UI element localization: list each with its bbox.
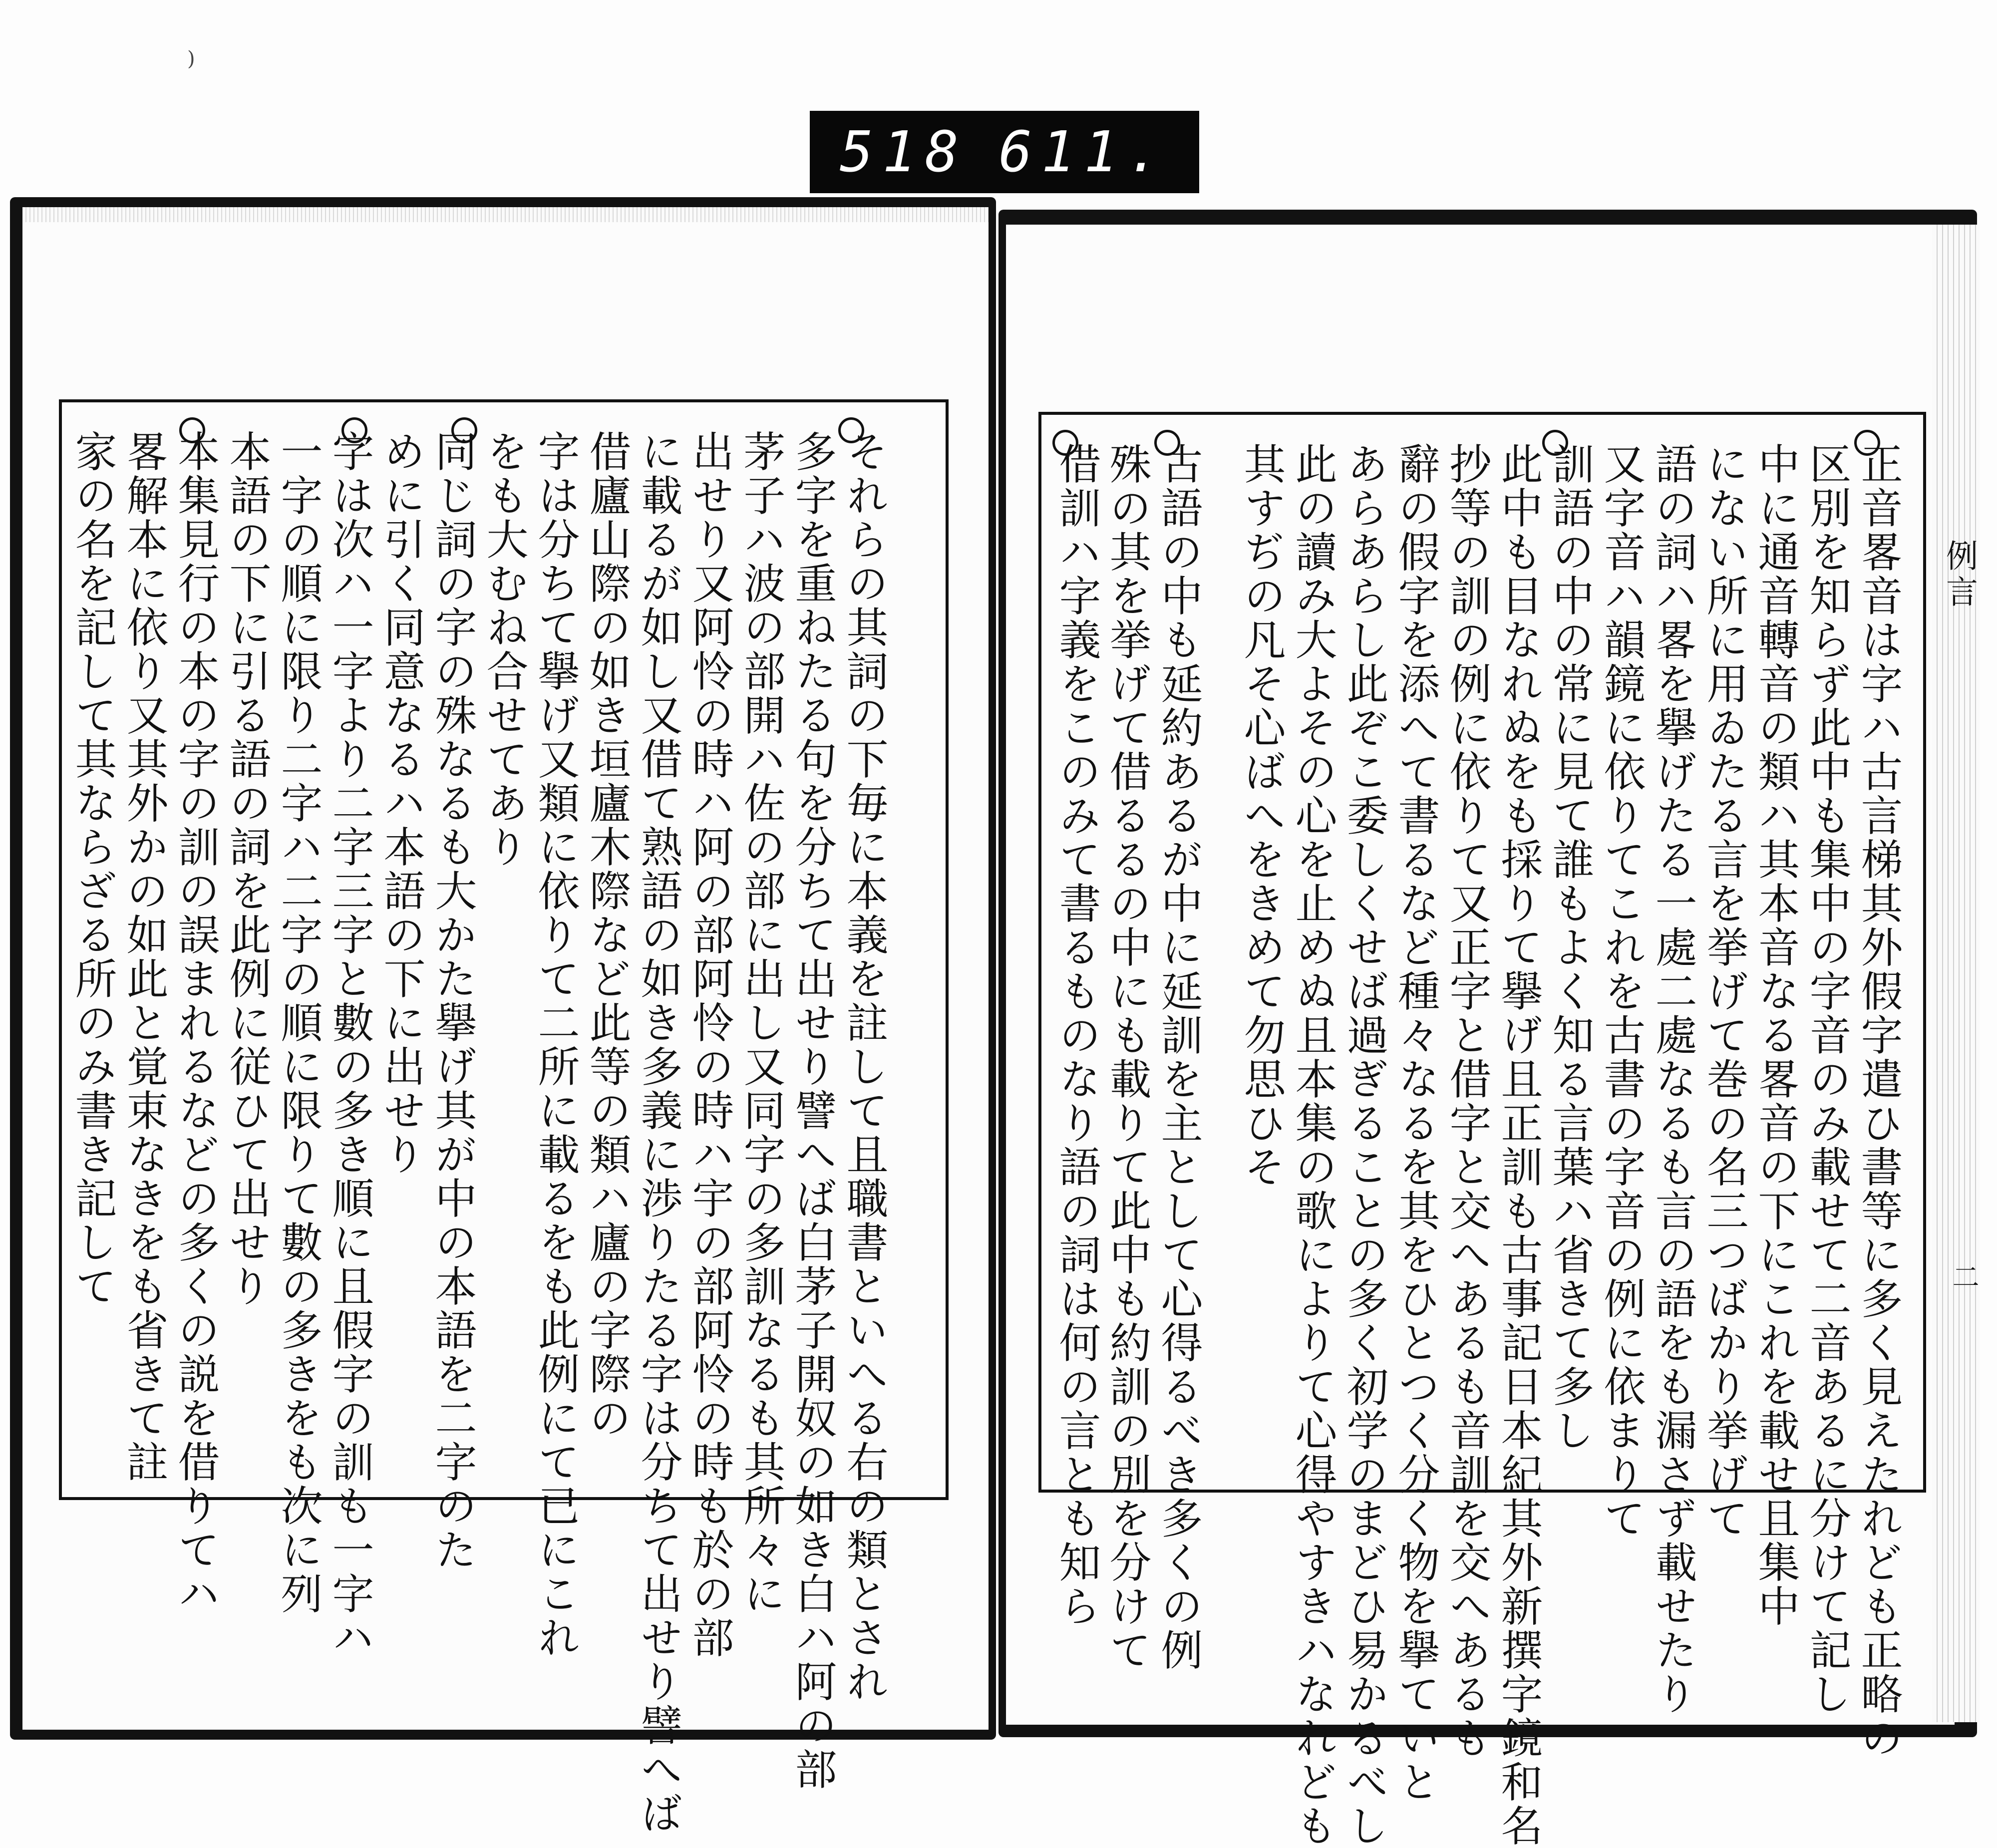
text-column: 同じ詞の字の殊なるも大かた擧げ其が中の本語を二字のた <box>428 430 477 1572</box>
text-column: 字は分ちて擧げ又類に依りて二所に載るをも此例にて已にこれ <box>531 430 580 1660</box>
text-column: 古語の中も延約あるが中に延訓を主として心得るべき多くの例 <box>1154 442 1203 1672</box>
text-column: 訓語の中の常に見て誰もよく知る言葉ハ省きて多し <box>1546 442 1595 1453</box>
page-number: 二 <box>1948 1263 1980 1290</box>
text-column: 此の讀み大よその心を止めぬ且本集の歌によりて心得やすきハなれども <box>1289 442 1337 1848</box>
text-column: をも大むね合せてあり <box>480 430 529 869</box>
text-column: 其すぢの凡そ心ばへをきめて勿思ひそ <box>1237 442 1286 1189</box>
catalog-number-right: 611. <box>998 119 1169 185</box>
text-column: 借訓ハ字義をこのみて書るものなり語の詞は何の言とも知ら <box>1052 442 1101 1628</box>
text-column: にない所に用ゐたる言を挙げて巻の名三つばかり挙げて <box>1700 442 1749 1540</box>
text-column: 中に通音轉音の類ハ其本音なる畧音の下にこれを載せ且集中 <box>1751 442 1800 1628</box>
text-column: 家の名を記して其ならざる所のみ書き記して <box>68 430 117 1308</box>
text-column: めに引く同意なるハ本語の下に出せり <box>377 430 426 1177</box>
text-column: 抄等の訓の例に依りて又正字と借字と交へあるも音訓を交へあるも <box>1443 442 1492 1760</box>
text-column: 本集見行の本の字の訓の誤まれるなどの多くの説を借りてハ <box>171 430 220 1616</box>
text-column: 出せり又阿怜の時ハ阿の部阿怜の時ハ宇の部阿怜の時も於の部 <box>685 430 734 1660</box>
text-column: 此中も目なれぬをも採りて擧げ且正訓も古事記日本紀其外新撰字鏡和名 <box>1494 442 1543 1848</box>
text-column: あらあらし此ぞこ委しくせば過ぎることの多く初学のまどひ易かるべし <box>1340 442 1389 1848</box>
right-page-edge <box>1932 225 1980 1722</box>
left-text-frame <box>59 399 949 1836</box>
stray-mark: ) <box>187 47 195 70</box>
left-page-edge <box>22 207 989 222</box>
text-column: 借廬山際の如き垣廬木際など此等の類ハ廬の字際の <box>583 430 632 1440</box>
text-column: 殊の其を挙げて借るるの中にも載りて此中も約訓の別を分けて <box>1103 442 1152 1672</box>
text-column: 正音畧音は字ハ古言梯其外假字遣ひ書等に多く見えたれども正略の <box>1854 442 1903 1760</box>
text-column: 畧解本に依り又其外かの如此と覚束なきをも省きて註 <box>120 430 169 1484</box>
text-column: 一字の順に限り二字ハ二字の順に限りて數の多きをも次に列 <box>274 430 323 1616</box>
text-column: 辭の假字を添へて書るなど種々なるを其をひとつく分く物を擧ていと <box>1391 442 1440 1804</box>
text-column: に載るが如し又借て熟語の如き多義に渉りたる字は分ちて出せり譬へば <box>634 430 683 1836</box>
text-column: 語の詞ハ畧を擧げたる一處二處なるも言の語をも漏さず載せたり <box>1649 442 1697 1716</box>
running-head: 例言 <box>1941 539 1978 611</box>
text-column: 又字音ハ韻鏡に依りてこれを古書の字音の例に依まりて <box>1597 442 1646 1540</box>
text-column: 茅子ハ波の部開ハ佐の部に出し又同字の多訓なるも其所々に <box>737 430 786 1616</box>
text-column: 多字を重ねたる句を分ちて出せり譬へば白茅子開奴の如き白ハ阿の部 <box>788 430 837 1792</box>
text-column: 本語の下に引る語の詞を此例に従ひて出せり <box>223 430 272 1308</box>
text-column: 区別を知らず此中も集中の字音のみ載せて二音あるに分けて記し <box>1803 442 1852 1716</box>
right-text-frame <box>1038 412 1926 1848</box>
text-column: それらの其詞の下毎に本義を註して且職書といへる右の類とされ <box>840 430 889 1704</box>
catalog-number-left: 518 <box>840 119 968 185</box>
catalog-label <box>810 111 1199 193</box>
text-column: 字は次ハ一字より二字三字と數の多き順に且假字の訓も一字ハ <box>326 430 374 1660</box>
